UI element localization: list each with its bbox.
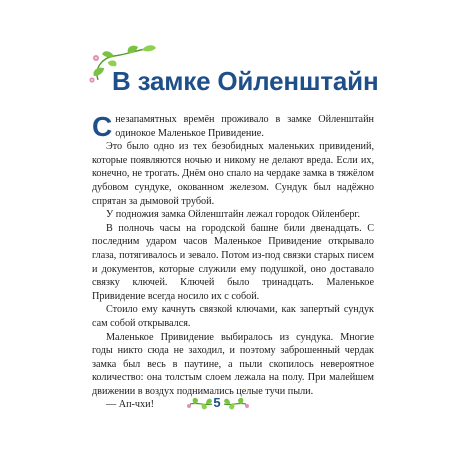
chapter-body bbox=[92, 113, 374, 412]
drop-cap: С bbox=[92, 111, 113, 142]
paragraph: У подножия замка Ойленштайн лежал городок Ойленберг. bbox=[106, 209, 361, 221]
chapter-title: В замке Ойленштайн bbox=[112, 66, 379, 96]
paragraph: — Ап-чхи! bbox=[106, 399, 154, 411]
paragraph bbox=[92, 113, 374, 140]
page-number: 5 bbox=[213, 395, 221, 410]
paragraph-text: незапамятных времён проживало в замке Ойленштайн одинокое Маленькое Привидение. bbox=[115, 114, 374, 139]
vine-ornament-icon bbox=[222, 394, 250, 412]
page-footer bbox=[0, 392, 450, 414]
paragraph: В полночь часы на городской башне били двенадцать. С последним ударом часов Маленькое Привидение открывало глаза, потягивалось и зевало. Потом из-под связки старых писем и документов, которые служили ему подушкой, оно доставало связку ключей. Ключей было тринадцать. Маленькое Привидение всегда носило их с собой. bbox=[92, 222, 374, 302]
paragraph: Маленькое Привидение выбиралось из сундука. Многие годы никто сюда не заходил, и поэтому заброшенный чердак замка был весь в паутине, а пыли скопилось невероятное количество: она толстым слоем лежала на полу. При малейшем движении в воздух поднимались целые тучи пыли. bbox=[92, 331, 374, 397]
paragraph: Это было одно из тех безобидных маленьких привидений, которые появляются ночью и никому не делают вреда. Если их, конечно, не трогать. Днём оно спало на чердаке замка в тяжёлом дубовом сундуке, окованном железом. Сундук был надёжно спрятан за дымовой трубой. bbox=[92, 141, 374, 207]
paragraph: Стоило ему качнуть связкой ключами, как запертый сундук сам собой открывался. bbox=[92, 304, 374, 329]
